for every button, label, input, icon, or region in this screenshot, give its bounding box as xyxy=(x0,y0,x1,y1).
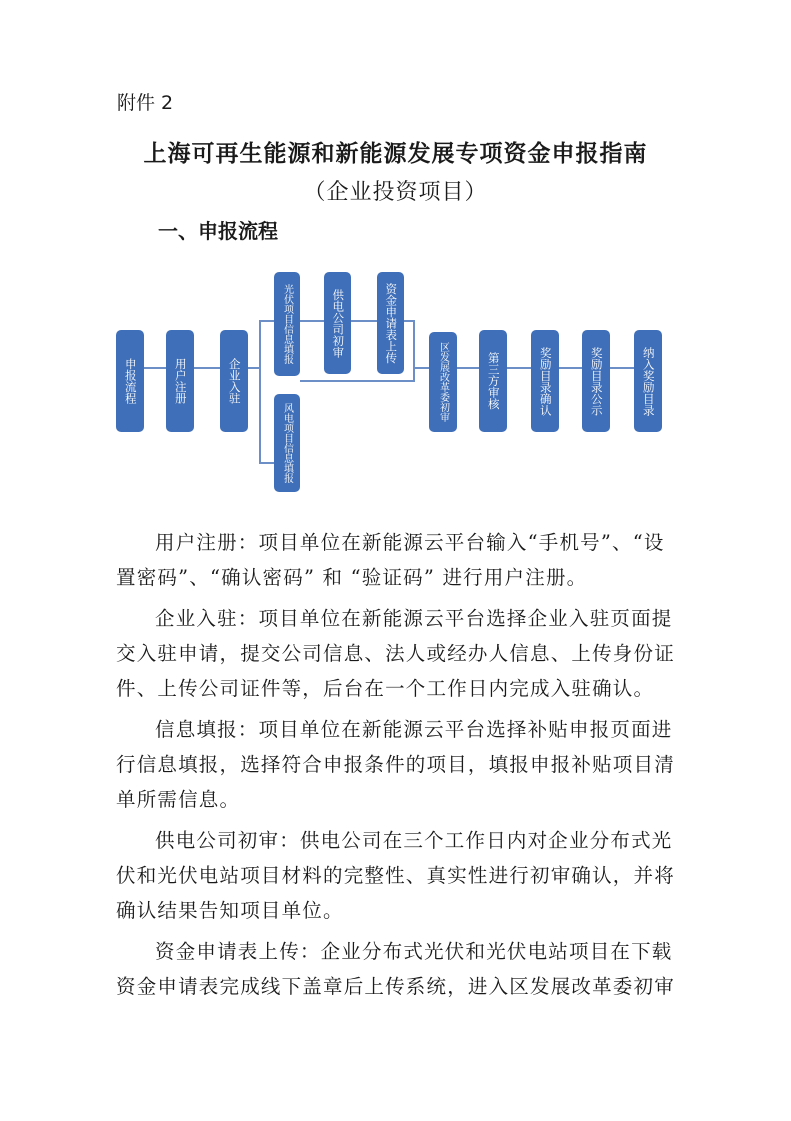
connector-line xyxy=(413,367,429,369)
connector-line xyxy=(610,367,634,369)
paragraph-grid-review: 供电公司初审：供电公司在三个工作日内对企业分布式光伏和光伏电站项目材料的完整性、真实性进行初审确认，并将确认结果告知项目单位。 xyxy=(116,829,675,922)
process-flowchart xyxy=(0,260,791,500)
connector-line xyxy=(300,380,414,382)
flow-step-district-review: 区发展改革委初审 xyxy=(429,332,457,432)
connector-line xyxy=(194,367,220,369)
flow-step-wind-info: 风电项目信息填报 xyxy=(274,394,300,492)
connector-line xyxy=(457,367,479,369)
flow-step-catalog-confirm: 奖励目录确认 xyxy=(531,330,559,432)
connector-line xyxy=(413,320,415,382)
flow-step-catalog-publish: 奖励目录公示 xyxy=(582,330,610,432)
connector-line xyxy=(144,367,166,369)
connector-line xyxy=(300,320,324,322)
flow-step-grid-review: 供电公司初审 xyxy=(324,272,351,374)
flow-step-user-register: 用户注册 xyxy=(166,330,194,432)
paragraph-enterprise-entry: 企业入驻：项目单位在新能源云平台选择企业入驻页面提交入驻申请，提交公司信息、法人或经办人信息、上传身份证件、上传公司证件等，后台在一个工作日内完成入驻确认。 xyxy=(116,607,675,700)
flow-step-enterprise-entry: 企业入驻 xyxy=(220,330,248,432)
connector-line xyxy=(259,320,274,322)
connector-line xyxy=(351,320,377,322)
paragraph-user-register: 用户注册：项目单位在新能源云平台输入“手机号”、“设置密码”、“确认密码” 和 “验证码” 进行用户注册。 xyxy=(116,531,665,589)
connector-line xyxy=(259,462,274,464)
connector-line xyxy=(259,320,261,463)
flow-step-fund-upload: 资金申请表上传 xyxy=(377,272,404,374)
paragraph-fund-upload: 资金申请表上传：企业分布式光伏和光伏电站项目在下载资金申请表完成线下盖章后上传系统，进入区发展改革委初审 xyxy=(116,940,675,998)
connector-line xyxy=(507,367,531,369)
section-heading: 一、申报流程 xyxy=(158,219,278,243)
attachment-label: 附件 2 xyxy=(117,92,174,114)
connector-line xyxy=(559,367,582,369)
flow-step-apply-process: 申报流程 xyxy=(116,330,144,432)
document-title: 上海可再生能源和新能源发展专项资金申报指南 xyxy=(143,140,648,167)
flow-step-pv-info: 光伏项目信息填报 xyxy=(274,272,300,376)
body-text xyxy=(116,525,676,1010)
paragraph-info-fill: 信息填报：项目单位在新能源云平台选择补贴申报页面进行信息填报，选择符合申报条件的项目，填报申报补贴项目清单所需信息。 xyxy=(116,718,675,811)
document-subtitle: （企业投资项目） xyxy=(303,180,488,205)
flow-step-third-party: 第三方审核 xyxy=(479,330,507,432)
flow-step-catalog-include: 纳入奖励目录 xyxy=(634,330,662,432)
